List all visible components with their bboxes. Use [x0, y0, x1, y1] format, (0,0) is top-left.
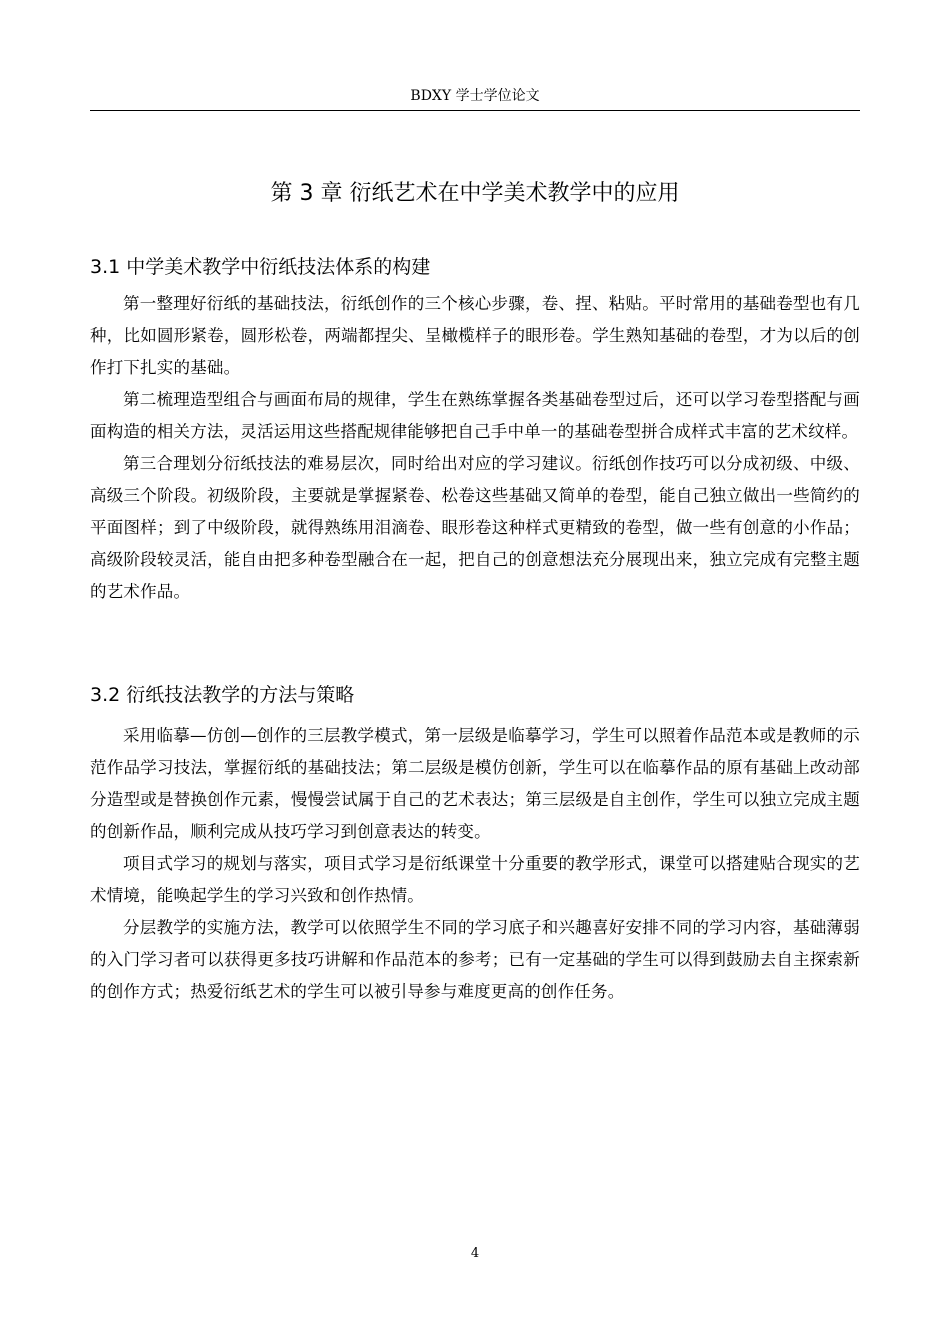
paragraph: 第三合理划分衍纸技法的难易层次，同时给出对应的学习建议。衍纸创作技巧可以分成初级、中级、高级三个阶段。初级阶段，主要就是掌握紧卷、松卷这些基础又简单的卷型，能自己独立做出一些简约的平面图样；到了中级阶段，就得熟练用泪滴卷、眼形卷这种样式更精致的卷型，做一些有创意的小作品；高级阶段较灵活，能自由把多种卷型融合在一起，把自己的创意想法充分展现出来，独立完成有完整主题的艺术作品。 — [90, 454, 860, 601]
section-3-2-body — [90, 720, 860, 1008]
paragraph: 项目式学习的规划与落实，项目式学习是衍纸课堂十分重要的教学形式，课堂可以搭建贴合现实的艺术情境，能唤起学生的学习兴致和创作热情。 — [90, 854, 860, 905]
page-number: 4 — [470, 1246, 480, 1261]
chapter-title: 第 3 章 衍纸艺术在中学美术教学中的应用 — [270, 181, 680, 206]
paragraph: 第二梳理造型组合与画面布局的规律，学生在熟练掌握各类基础卷型过后，还可以学习卷型搭配与画面构造的相关方法，灵活运用这些搭配规律能够把自己手中单一的基础卷型拼合成样式丰富的艺术纹样。 — [90, 390, 860, 441]
header-rule — [90, 110, 860, 111]
paragraph: 采用临摹—仿创—创作的三层教学模式，第一层级是临摹学习，学生可以照着作品范本或是教师的示范作品学习技法，掌握衍纸的基础技法；第二层级是模仿创新，学生可以在临摹作品的原有基础上改动部分造型或是替换创作元素，慢慢尝试属于自己的艺术表达；第三层级是自主创作，学生可以独立完成主题的创新作品，顺利完成从技巧学习到创意表达的转变。 — [90, 726, 860, 841]
paragraph: 分层教学的实施方法，教学可以依照学生不同的学习底子和兴趣喜好安排不同的学习内容，基础薄弱的入门学习者可以获得更多技巧讲解和作品范本的参考；已有一定基础的学生可以得到鼓励去自主探索新的创作方式；热爱衍纸艺术的学生可以被引导参与难度更高的创作任务。 — [90, 918, 860, 1001]
running-header: BDXY 学士学位论文 — [410, 88, 540, 104]
paragraph: 第一整理好衍纸的基础技法，衍纸创作的三个核心步骤，卷、捏、粘贴。平时常用的基础卷型也有几种，比如圆形紧卷，圆形松卷，两端都捏尖、呈橄榄样子的眼形卷。学生熟知基础的卷型，才为以后的创作打下扎实的基础。 — [90, 294, 860, 377]
section-3-1-body — [90, 288, 860, 608]
section-title-3-2: 3.2 衍纸技法教学的方法与策略 — [90, 684, 355, 706]
section-title-3-1: 3.1 中学美术教学中衍纸技法体系的构建 — [90, 256, 431, 278]
